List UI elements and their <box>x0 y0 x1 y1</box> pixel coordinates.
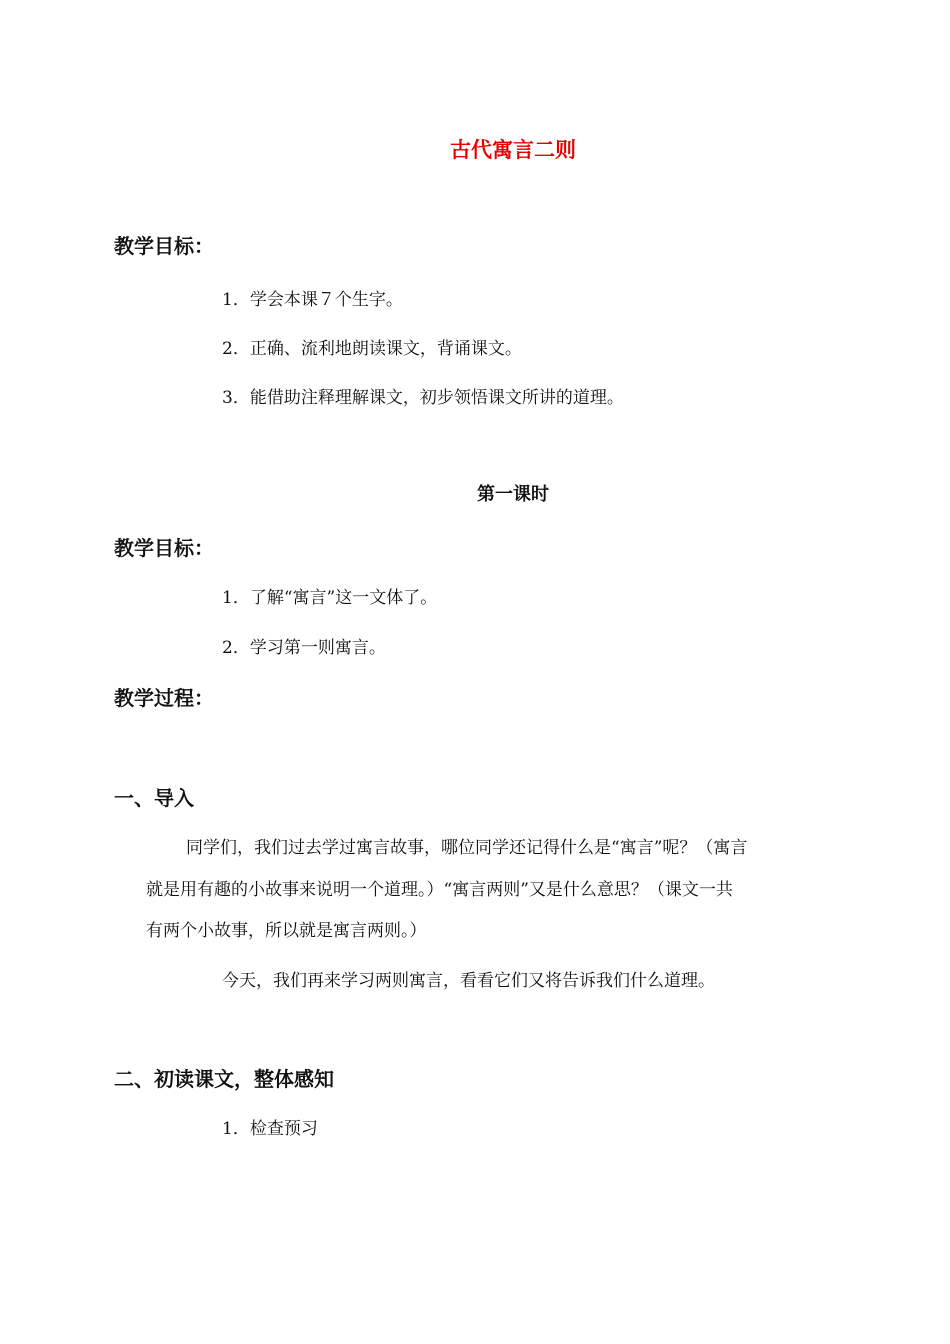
section-item: 1．检查预习 <box>222 1119 318 1139</box>
document-title: 古代寓言二则 <box>450 138 576 162</box>
objective-item: 2．学习第一则寓言。 <box>222 638 386 658</box>
process-heading: 教学过程： <box>114 686 214 710</box>
objectives-heading-lesson: 教学目标： <box>114 536 214 560</box>
section-heading-intro: 一、导入 <box>114 786 194 810</box>
section-heading-reading: 二、初读课文，整体感知 <box>114 1067 334 1091</box>
paragraph-line: 就是用有趣的小故事来说明一个道理。）“寓言两则”又是什么意思？（课文一共 <box>146 880 733 900</box>
paragraph-line: 有两个小故事，所以就是寓言两则。） <box>146 921 427 941</box>
objective-item: 1．了解“寓言”这一文体了。 <box>222 588 438 608</box>
lesson-heading: 第一课时 <box>477 484 549 505</box>
objective-item: 1．学会本课７个生字。 <box>222 290 403 310</box>
paragraph-line: 今天，我们再来学习两则寓言，看看它们又将告诉我们什么道理。 <box>222 971 715 991</box>
objective-item: 3．能借助注释理解课文，初步领悟课文所讲的道理。 <box>222 388 624 408</box>
objectives-heading: 教学目标： <box>114 234 214 258</box>
paragraph-line: 同学们，我们过去学过寓言故事，哪位同学还记得什么是“寓言”呢？（寓言 <box>186 838 748 858</box>
objective-item: 2．正确、流利地朗读课文，背诵课文。 <box>222 339 522 359</box>
